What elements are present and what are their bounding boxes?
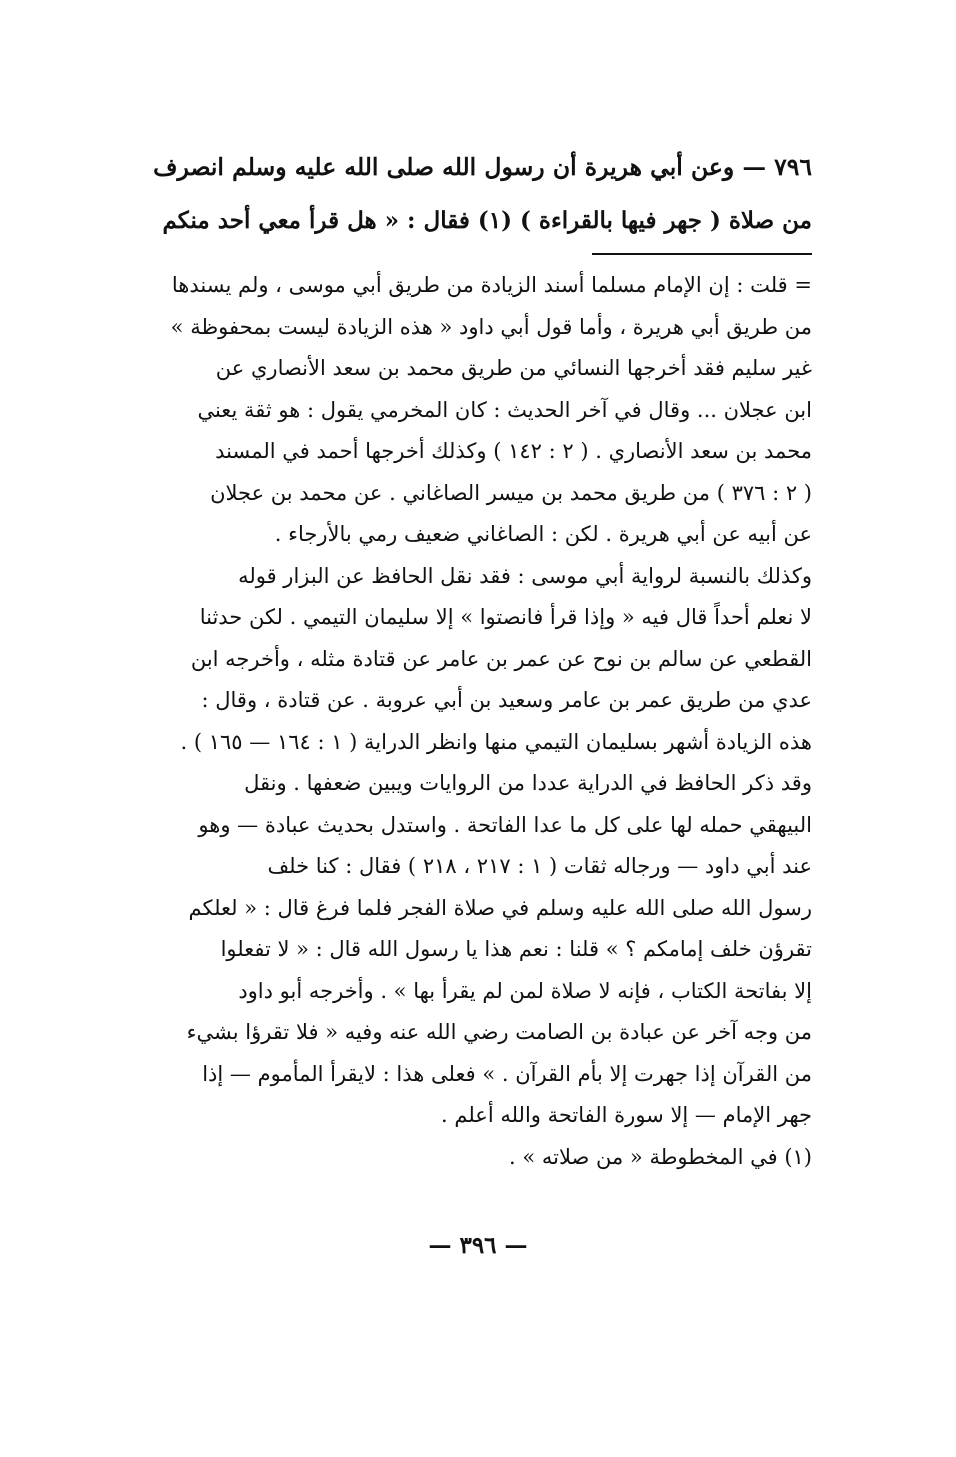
hadith-line: من صلاة ( جهر فيها بالقراءة ) (١) فقال : « هل قرأ معي أحد منكم (162, 207, 812, 234)
footnote-line: جهر الإمام — إلا سورة الفاتحة والله أعلم . (441, 1103, 812, 1127)
footnote-line: إلا بفاتحة الكتاب ، فإنه لا صلاة لمن لم يقرأ بها » . وأخرجه أبو داود (238, 978, 812, 1003)
footnote-line: هذه الزيادة أشهر بسليمان التيمي منها وانظر الدراية ( ١ : ١٦٤ — ١٦٥ ) . (180, 729, 812, 754)
footnote-line: لا نعلم أحداً قال فيه « وإذا قرأ فانصتوا » إلا سليمان التيمي . لكن حدثنا (199, 605, 812, 629)
footnote-line: من القرآن إذا جهرت إلا بأم القرآن . » فعلى هذا : لايقرأ المأموم — إذا (202, 1061, 812, 1086)
footnote-line: ابن عجلان ... وقال في آخر الحديث : كان المخرمي يقول : هو ثقة يعني (197, 397, 812, 422)
footnote-line: وكذلك بالنسبة لرواية أبي موسى : فقد نقل الحافظ عن البزار قوله (238, 563, 812, 588)
footnote-line: رسول الله صلى الله عليه وسلم في صلاة الفجر فلما فرغ قال : « لعلكم (188, 895, 812, 920)
footnote-line: (١) في المخطوطة « من صلاته » . (509, 1144, 812, 1169)
footnote-line: عند أبي داود — ورجاله ثقات ( ١ : ٢١٧ ، ٢١٨ ) فقال : كنا خلف (267, 854, 812, 878)
footnote-line: وقد ذكر الحافظ في الدراية عددا من الروايات ويبين ضعفها . ونقل (244, 771, 812, 795)
footnote-line: عن أبيه عن أبي هريرة . لكن : الصاغاني ضعيف رمي بالأرجاء . (274, 522, 812, 546)
footnote-line: تقرؤن خلف إمامكم ؟ » قلنا : نعم هذا يا رسول الله قال : « لا تفعلوا (220, 937, 812, 961)
footnotes (152, 265, 812, 1178)
footnote-line: ( ٢ : ٣٧٦ ) من طريق محمد بن ميسر الصاغاني . عن محمد بن عجلان (210, 480, 812, 505)
hadith-text (152, 140, 812, 248)
footnote-line: القطعي عن سالم بن نوح عن عمر بن عامر عن قتادة مثله ، وأخرجه ابن (190, 646, 812, 671)
footnote-line: البيهقي حمله لها على كل ما عدا الفاتحة . واستدل بحديث عبادة — وهو (198, 812, 812, 837)
hadith-line: ٧٩٦ — وعن أبي هريرة أن رسول الله صلى الله عليه وسلم انصرف (153, 153, 812, 181)
footnote-line: من وجه آخر عن عبادة بن الصامت رضي الله عنه وفيه « فلا تقرؤا بشيء (186, 1020, 812, 1044)
footnote-separator (592, 253, 812, 255)
page-number: — ٣٩٦ — (428, 1232, 528, 1259)
footnote-line: = قلت : إن الإمام مسلما أسند الزيادة من طريق أبي موسى ، ولم يسندها (171, 273, 812, 297)
footnote-line: من طريق أبي هريرة ، وأما قول أبي داود « هذه الزيادة ليست بمحفوظة » (170, 314, 812, 339)
footnote-line: محمد بن سعد الأنصاري . ( ٢ : ١٤٢ ) وكذلك أخرجها أحمد في المسند (215, 439, 812, 463)
footnote-line: عدي من طريق عمر بن عامر وسعيد بن أبي عروبة . عن قتادة ، وقال : (201, 688, 812, 712)
footnote-line: غير سليم فقد أخرجها النسائي من طريق محمد بن سعد الأنصاري عن (215, 356, 812, 380)
